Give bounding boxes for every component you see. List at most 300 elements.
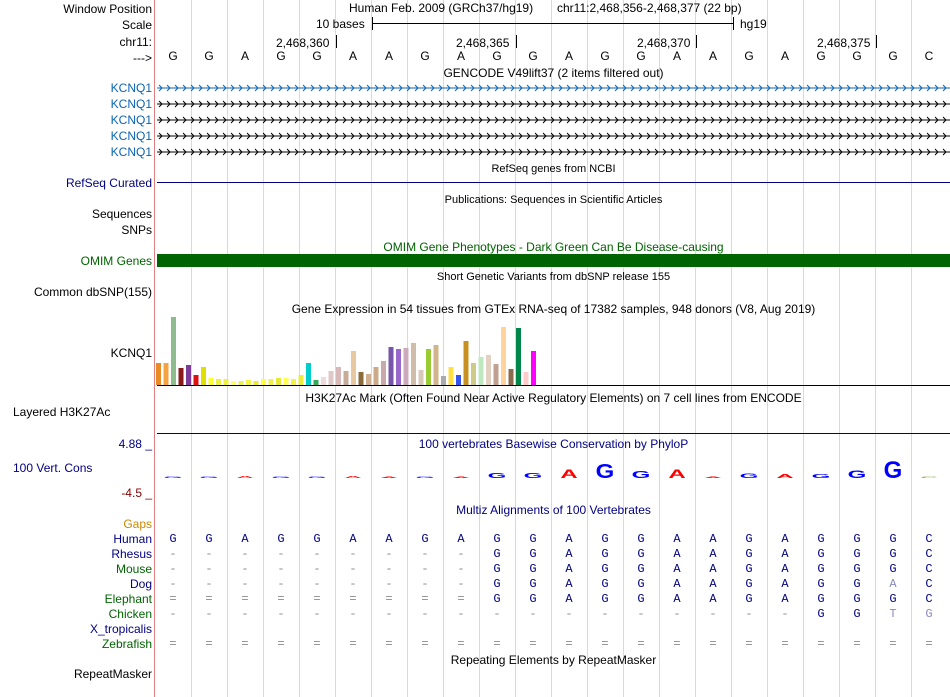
refseq-track-title[interactable]: RefSeq genes from NCBI: [491, 163, 616, 175]
multiz-base: A: [889, 577, 897, 591]
gtex-tissue-bar[interactable]: [336, 367, 341, 385]
multiz-base: -: [277, 547, 285, 561]
h3k27ac-track-label[interactable]: Layered H3K27Ac: [13, 405, 111, 419]
sequence-base: A: [240, 49, 249, 63]
phylop-track-title[interactable]: 100 vertebrates Basewise Conservation by PhyloP: [418, 437, 689, 451]
gtex-tissue-bar[interactable]: [531, 351, 536, 385]
multiz-base: -: [421, 562, 429, 576]
h3k27ac-baseline: [157, 433, 950, 434]
phylop-base-glyph: A: [236, 475, 254, 479]
gtex-tissue-bar[interactable]: [501, 327, 506, 385]
phylop-logo[interactable]: [155, 452, 950, 482]
multiz-base: G: [601, 592, 609, 606]
multiz-species-label[interactable]: Elephant: [104, 592, 152, 606]
multiz-base: -: [169, 607, 177, 621]
multiz-base: G: [277, 532, 285, 546]
gencode-transcript[interactable]: [157, 130, 950, 142]
multiz-base: G: [601, 532, 609, 546]
db-label: hg19: [740, 17, 767, 31]
omim-track-label[interactable]: OMIM Genes: [80, 254, 152, 268]
sequence-base: G: [168, 49, 178, 63]
multiz-base: A: [565, 562, 573, 576]
phylop-base-glyph: A: [452, 476, 470, 479]
multiz-base: G: [421, 532, 429, 546]
sequence-base: G: [276, 49, 286, 63]
multiz-base: -: [385, 607, 393, 621]
multiz-base: G: [817, 607, 825, 621]
window-position-label: Window Position: [63, 2, 152, 16]
phylop-base-glyph: G: [415, 476, 435, 479]
multiz-base: A: [349, 532, 357, 546]
gtex-tissue-bar[interactable]: [464, 341, 469, 385]
gtex-tissue-bar[interactable]: [434, 345, 439, 385]
multiz-base: G: [601, 547, 609, 561]
multiz-base: =: [277, 592, 285, 606]
multiz-base: -: [421, 577, 429, 591]
gtex-tissue-bar[interactable]: [486, 355, 491, 385]
multiz-base: G: [493, 547, 501, 561]
multiz-base: -: [565, 607, 573, 621]
multiz-base: G: [889, 532, 897, 546]
gaps-label: Gaps: [123, 517, 152, 531]
sequence-base: A: [564, 49, 573, 63]
sequence-base: G: [600, 49, 610, 63]
sequence-base: G: [492, 49, 502, 63]
multiz-base: G: [817, 547, 825, 561]
multiz-base: -: [349, 607, 357, 621]
sequence-base: G: [852, 49, 862, 63]
phylop-base-glyph: G: [307, 476, 327, 479]
multiz-base: A: [709, 562, 717, 576]
multiz-base: -: [601, 607, 609, 621]
sequence-base: G: [204, 49, 214, 63]
gtex-tissue-bar[interactable]: [471, 363, 476, 385]
multiz-base: =: [601, 637, 609, 651]
multiz-base: -: [241, 577, 249, 591]
gtex-tissue-bar[interactable]: [156, 363, 161, 385]
omim-track-title[interactable]: OMIM Gene Phenotypes - Dark Green Can Be Disease-causing: [383, 240, 724, 254]
multiz-base: =: [241, 637, 249, 651]
multiz-base: =: [385, 637, 393, 651]
multiz-base: -: [205, 547, 213, 561]
multiz-base: G: [745, 592, 753, 606]
coordinate-tick: 2,468,365: [456, 36, 510, 50]
gencode-transcript[interactable]: [157, 82, 950, 94]
multiz-base: =: [313, 592, 321, 606]
multiz-base: =: [421, 637, 429, 651]
multiz-base: =: [853, 637, 861, 651]
gtex-tissue-bar[interactable]: [509, 369, 514, 385]
gtex-tissue-bar[interactable]: [449, 367, 454, 385]
gtex-tissue-bar[interactable]: [516, 328, 521, 385]
gtex-tissue-bar[interactable]: [404, 348, 409, 385]
multiz-base: G: [853, 532, 861, 546]
phylop-min-label: -4.5 _: [121, 486, 152, 500]
gtex-tissue-bar[interactable]: [381, 361, 386, 385]
multiz-base: =: [745, 637, 753, 651]
multiz-base: -: [277, 607, 285, 621]
multiz-base: A: [709, 547, 717, 561]
multiz-base: G: [493, 562, 501, 576]
sequence-base: G: [744, 49, 754, 63]
multiz-base: -: [421, 547, 429, 561]
multiz-base: A: [385, 532, 393, 546]
gencode-item-label[interactable]: KCNQ1: [110, 129, 152, 143]
multiz-base: -: [745, 607, 753, 621]
sequence-base: G: [636, 49, 646, 63]
multiz-base: G: [745, 577, 753, 591]
coordinate-tick: 2,468,370: [637, 36, 691, 50]
multiz-base: G: [601, 577, 609, 591]
phylop-base-glyph: G: [847, 467, 867, 481]
chromosome-label: chr11:: [119, 35, 152, 49]
multiz-base: G: [889, 562, 897, 576]
multiz-base: -: [385, 547, 393, 561]
gtex-tissue-bar[interactable]: [201, 367, 206, 385]
gtex-tissue-bar[interactable]: [299, 375, 304, 385]
multiz-base: =: [313, 637, 321, 651]
gtex-baseline: [157, 385, 950, 386]
multiz-base: G: [817, 592, 825, 606]
tick-mark: [696, 35, 697, 48]
multiz-base: C: [925, 562, 933, 576]
multiz-base: =: [277, 637, 285, 651]
phylop-max-label: 4.88 _: [118, 437, 152, 451]
multiz-base: G: [637, 577, 645, 591]
multiz-base: =: [709, 637, 717, 651]
multiz-base: -: [781, 607, 789, 621]
sequence-base: A: [708, 49, 717, 63]
gtex-tissue-bar[interactable]: [456, 375, 461, 385]
strand-arrow-label: --->: [133, 51, 152, 65]
gtex-tissue-bar[interactable]: [171, 317, 176, 385]
multiz-base: C: [925, 577, 933, 591]
multiz-base: -: [313, 547, 321, 561]
multiz-base: A: [241, 532, 249, 546]
publications-label-snps[interactable]: SNPs: [121, 223, 152, 237]
phylop-base-glyph: G: [271, 476, 291, 479]
multiz-base: -: [637, 607, 645, 621]
gtex-tissue-bar[interactable]: [396, 349, 401, 385]
scale-bar: [372, 23, 734, 24]
assembly-title: Human Feb. 2009 (GRCh37/hg19): [349, 1, 534, 15]
multiz-base: =: [205, 637, 213, 651]
publications-track-title[interactable]: Publications: Sequences in Scientific Articles: [444, 194, 663, 206]
multiz-base: G: [853, 562, 861, 576]
multiz-base: G: [637, 562, 645, 576]
coordinate-tick: 2,468,375: [817, 36, 871, 50]
multiz-base: -: [241, 547, 249, 561]
multiz-base: -: [313, 607, 321, 621]
gtex-tissue-bar[interactable]: [479, 357, 484, 385]
multiz-base: -: [349, 562, 357, 576]
gencode-transcript[interactable]: [157, 114, 950, 126]
multiz-base: -: [205, 577, 213, 591]
multiz-base: =: [493, 637, 501, 651]
gtex-tissue-bar[interactable]: [194, 375, 199, 385]
multiz-base: -: [313, 577, 321, 591]
multiz-base: -: [529, 607, 537, 621]
multiz-base: C: [925, 532, 933, 546]
multiz-base: G: [493, 592, 501, 606]
phylop-base-glyph: G: [595, 459, 615, 482]
multiz-base: =: [241, 592, 249, 606]
multiz-base: -: [457, 607, 465, 621]
multiz-base: G: [529, 592, 537, 606]
multiz-base: =: [637, 637, 645, 651]
multiz-base: G: [853, 592, 861, 606]
multiz-base: A: [709, 532, 717, 546]
multiz-base: G: [529, 562, 537, 576]
multiz-base: G: [637, 592, 645, 606]
multiz-base: =: [169, 592, 177, 606]
h3k27ac-track-title[interactable]: H3K27Ac Mark (Often Found Near Active Regulatory Elements) on 7 cell lines from ENCODE: [305, 391, 802, 405]
multiz-base: A: [673, 562, 681, 576]
phylop-base-glyph: G: [163, 476, 183, 479]
multiz-base: A: [457, 532, 465, 546]
phylop-base-glyph: C: [920, 476, 938, 479]
multiz-base: -: [205, 562, 213, 576]
multiz-base: G: [313, 532, 321, 546]
gtex-tissue-bar[interactable]: [209, 378, 214, 385]
sequence-base: A: [384, 49, 393, 63]
multiz-base: A: [781, 532, 789, 546]
multiz-base: A: [709, 577, 717, 591]
multiz-base: A: [565, 532, 573, 546]
multiz-base: =: [925, 637, 933, 651]
multiz-base: -: [205, 607, 213, 621]
publications-label-sequences[interactable]: Sequences: [91, 207, 152, 221]
multiz-base: =: [457, 592, 465, 606]
sequence-base: A: [348, 49, 357, 63]
multiz-base: G: [745, 562, 753, 576]
multiz-base: =: [565, 637, 573, 651]
sequence-base: G: [312, 49, 322, 63]
multiz-base: A: [709, 592, 717, 606]
tick-mark: [516, 35, 517, 48]
multiz-base: -: [709, 607, 717, 621]
multiz-base: -: [349, 577, 357, 591]
gencode-item-label[interactable]: KCNQ1: [110, 113, 152, 127]
multiz-base: A: [673, 532, 681, 546]
multiz-base: -: [385, 577, 393, 591]
multiz-base: G: [637, 532, 645, 546]
gtex-track-title[interactable]: Gene Expression in 54 tissues from GTEx RNA-seq of 17382 samples, 948 donors (V8, Aug 2019): [291, 302, 816, 316]
gtex-tissue-bar[interactable]: [524, 372, 529, 385]
multiz-base: G: [601, 562, 609, 576]
sequence-base: A: [456, 49, 465, 63]
multiz-species-label[interactable]: Mouse: [115, 562, 152, 576]
multiz-base: =: [349, 637, 357, 651]
multiz-base: -: [241, 607, 249, 621]
sequence-base: G: [888, 49, 898, 63]
multiz-base: G: [493, 577, 501, 591]
phylop-base-glyph: A: [668, 467, 686, 482]
gtex-tissue-bar[interactable]: [344, 371, 349, 385]
multiz-base: -: [457, 562, 465, 576]
phylop-base-glyph: A: [776, 473, 794, 480]
multiz-base: -: [493, 607, 501, 621]
multiz-species-label[interactable]: Zebrafish: [101, 637, 152, 651]
multiz-base: G: [853, 547, 861, 561]
multiz-base: G: [745, 532, 753, 546]
sequence-base: C: [924, 49, 934, 63]
gencode-transcript[interactable]: [157, 146, 950, 158]
multiz-base: A: [565, 592, 573, 606]
multiz-base: =: [421, 592, 429, 606]
multiz-base: G: [889, 547, 897, 561]
multiz-base: A: [673, 592, 681, 606]
tick-mark: [876, 35, 877, 48]
multiz-base: G: [817, 562, 825, 576]
gtex-tissue-bar[interactable]: [351, 351, 356, 385]
coordinate-tick: 2,468,360: [276, 36, 330, 50]
gtex-tissue-bar[interactable]: [276, 378, 281, 385]
multiz-base: -: [421, 607, 429, 621]
multiz-base: =: [385, 592, 393, 606]
gtex-tissue-bar[interactable]: [426, 349, 431, 385]
sequence-base: A: [672, 49, 681, 63]
phylop-base-glyph: A: [344, 475, 362, 479]
multiz-base: -: [169, 577, 177, 591]
phylop-track-label[interactable]: 100 Vert. Cons: [13, 461, 93, 475]
phylop-base-glyph: G: [883, 457, 903, 482]
multiz-base: A: [673, 547, 681, 561]
multiz-base: G: [637, 547, 645, 561]
gencode-track-title[interactable]: GENCODE V49lift37 (2 items filtered out): [443, 66, 664, 80]
gtex-tissue-bar[interactable]: [164, 363, 169, 385]
multiz-base: -: [313, 562, 321, 576]
multiz-base: =: [817, 637, 825, 651]
gtex-tissue-bar[interactable]: [366, 374, 371, 385]
multiz-base: -: [169, 547, 177, 561]
omim-gene-bar[interactable]: [157, 254, 950, 267]
multiz-species-label[interactable]: Human: [113, 532, 152, 546]
multiz-base: G: [925, 607, 933, 621]
multiz-base: =: [205, 592, 213, 606]
multiz-base: G: [169, 532, 177, 546]
gencode-item-label[interactable]: KCNQ1: [110, 97, 152, 111]
gtex-tissue-bar[interactable]: [321, 377, 326, 385]
multiz-base: -: [673, 607, 681, 621]
dbsnp-track-label[interactable]: Common dbSNP(155): [33, 285, 152, 299]
gtex-tissue-bar[interactable]: [179, 368, 184, 385]
scale-text: 10 bases: [316, 17, 365, 31]
multiz-base: A: [781, 562, 789, 576]
multiz-base: G: [889, 592, 897, 606]
multiz-species-label[interactable]: Rhesus: [111, 547, 152, 561]
multiz-base: =: [673, 637, 681, 651]
multiz-base: A: [781, 577, 789, 591]
multiz-base: -: [385, 562, 393, 576]
multiz-base: G: [529, 547, 537, 561]
gtex-tissue-bar[interactable]: [284, 378, 289, 385]
dbsnp-track-title[interactable]: Short Genetic Variants from dbSNP release 155: [436, 271, 671, 283]
refseq-track-line: [157, 182, 950, 183]
multiz-base: G: [205, 532, 213, 546]
gtex-tissue-bar[interactable]: [374, 367, 379, 385]
phylop-base-glyph: A: [560, 467, 578, 482]
multiz-base: =: [349, 592, 357, 606]
multiz-base: -: [277, 562, 285, 576]
phylop-base-glyph: G: [199, 476, 219, 479]
multiz-base: C: [925, 592, 933, 606]
multiz-base: G: [817, 532, 825, 546]
gtex-tissue-bar[interactable]: [329, 371, 334, 385]
gtex-tissue-bar[interactable]: [389, 347, 394, 385]
scale-bar-end: [733, 17, 734, 30]
multiz-base: G: [529, 532, 537, 546]
gtex-tissue-bar[interactable]: [494, 364, 499, 385]
multiz-base: G: [745, 547, 753, 561]
sequence-base: G: [816, 49, 826, 63]
sequence-base: G: [420, 49, 430, 63]
multiz-base: G: [493, 532, 501, 546]
gtex-bar-chart[interactable]: [155, 316, 950, 386]
phylop-base-glyph: A: [380, 476, 398, 479]
sequence-base: A: [780, 49, 789, 63]
multiz-base: A: [565, 577, 573, 591]
multiz-track-title[interactable]: Multiz Alignments of 100 Vertebrates: [456, 503, 651, 517]
multiz-species-label[interactable]: X_tropicalis: [89, 622, 152, 636]
gtex-tissue-bar[interactable]: [186, 365, 191, 385]
repeatmasker-track-label[interactable]: RepeatMasker: [73, 667, 152, 681]
gtex-tissue-bar[interactable]: [359, 372, 364, 385]
gtex-track-label[interactable]: KCNQ1: [110, 346, 152, 360]
phylop-base-glyph: G: [523, 471, 543, 480]
multiz-base: -: [169, 562, 177, 576]
scale-label: Scale: [121, 18, 152, 32]
multiz-base: =: [457, 637, 465, 651]
multiz-base: =: [889, 637, 897, 651]
multiz-base: -: [457, 577, 465, 591]
multiz-base: G: [853, 577, 861, 591]
gtex-tissue-bar[interactable]: [419, 370, 424, 385]
multiz-species-label[interactable]: Dog: [129, 577, 152, 591]
phylop-base-glyph: G: [487, 471, 507, 480]
multiz-base: G: [529, 577, 537, 591]
gtex-tissue-bar[interactable]: [441, 376, 446, 385]
multiz-base: A: [565, 547, 573, 561]
multiz-base: T: [889, 607, 897, 621]
gtex-tissue-bar[interactable]: [411, 343, 416, 385]
phylop-base-glyph: G: [811, 473, 831, 480]
repeatmasker-track-title[interactable]: Repeating Elements by RepeatMasker: [450, 653, 657, 667]
position-title: chr11:2,468,356-2,468,377 (22 bp): [557, 1, 742, 15]
tick-mark: [336, 35, 337, 48]
multiz-base: G: [817, 577, 825, 591]
phylop-base-glyph: G: [739, 472, 759, 480]
multiz-base: G: [853, 607, 861, 621]
phylop-base-glyph: G: [631, 468, 651, 481]
multiz-base: A: [781, 592, 789, 606]
multiz-species-label[interactable]: Chicken: [108, 607, 152, 621]
multiz-base: =: [529, 637, 537, 651]
multiz-base: =: [169, 637, 177, 651]
multiz-base: -: [241, 562, 249, 576]
multiz-base: C: [925, 547, 933, 561]
sequence-base: G: [528, 49, 538, 63]
gtex-tissue-bar[interactable]: [306, 363, 311, 385]
gencode-item-label[interactable]: KCNQ1: [110, 145, 152, 159]
multiz-base: =: [781, 637, 789, 651]
gencode-item-label[interactable]: KCNQ1: [110, 81, 152, 95]
multiz-base: A: [673, 577, 681, 591]
refseq-track-label[interactable]: RefSeq Curated: [65, 176, 152, 190]
gencode-transcript[interactable]: [157, 98, 950, 110]
multiz-base: -: [457, 547, 465, 561]
multiz-base: -: [349, 547, 357, 561]
